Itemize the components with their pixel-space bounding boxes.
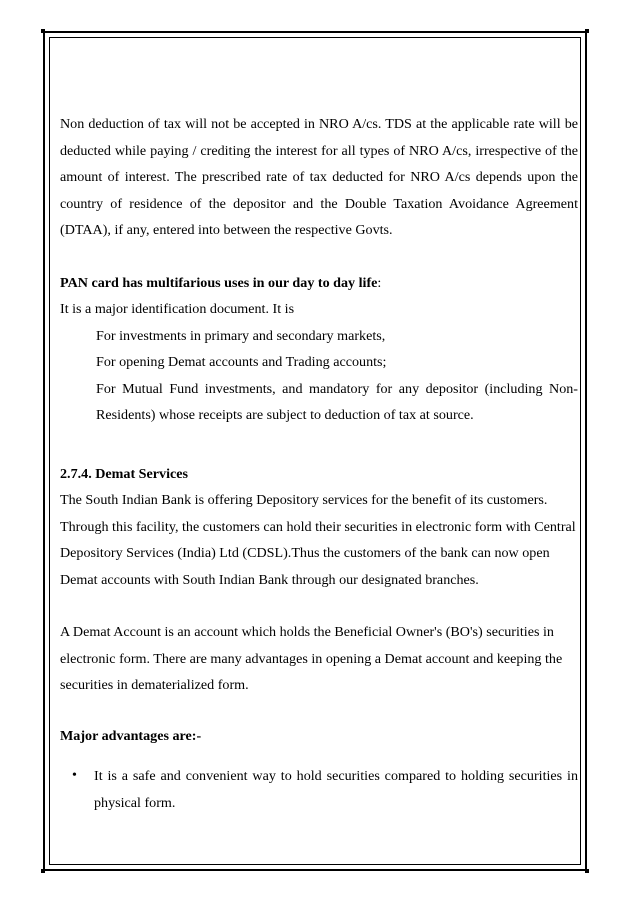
pan-uses-heading: PAN card has multifarious uses in our day to day life [60,274,378,291]
pan-use-item: For Mutual Fund investments, and mandatory for any depositor (including Non-Residents) whose receipts are subject to deduction of tax at source. [96,380,578,423]
pan-uses-intro: It is a major identification document. It is [60,301,295,317]
demat-paragraph-1: The South Indian Bank is offering Depository services for the benefit of its customers. Through this facility, the customers can hold their securities in electronic form with Central Depository Services (India) Ltd (CDSL).Thus the customers of the bank can now open Demat accounts with South Indian Bank through our designated branches. [60,492,576,588]
advantage-list-item [72,763,578,816]
border-corner-top-left [41,29,45,33]
major-advantages-heading: Major advantages are:- [60,727,202,744]
border-corner-top-right [585,29,589,33]
nro-tax-paragraph: Non deduction of tax will not be accepted in NRO A/cs. TDS at the applicable rate will be deducted while paying / crediting the interest for all types of NRO A/cs, irrespective of the amount of interest. The prescribed rate of tax deducted for NRO A/cs depends upon the country of residence of the depositor and the Double Taxation Avoidance Agreement (DTAA), if any, entered into between the respective Govts. [60,116,578,238]
pan-use-item: For opening Demat accounts and Trading accounts; [96,354,387,370]
pan-uses-heading-line [60,270,578,297]
demat-paragraph-2: A Demat Account is an account which holds the Beneficial Owner's (BO's) securities in electronic form. There are many advantages in opening a Demat account and keeping the securities in dematerialized form. [60,624,563,693]
bullet-icon: • [72,768,77,783]
demat-services-heading: 2.7.4. Demat Services [60,465,188,482]
border-corner-bottom-right [585,869,589,873]
advantage-text: It is a safe and convenient way to hold securities compared to holding securities in physical form. [94,768,578,811]
document-body [60,111,578,816]
border-corner-bottom-left [41,869,45,873]
pan-uses-heading-colon: : [377,274,382,291]
pan-use-item: For investments in primary and secondary markets, [96,327,386,344]
